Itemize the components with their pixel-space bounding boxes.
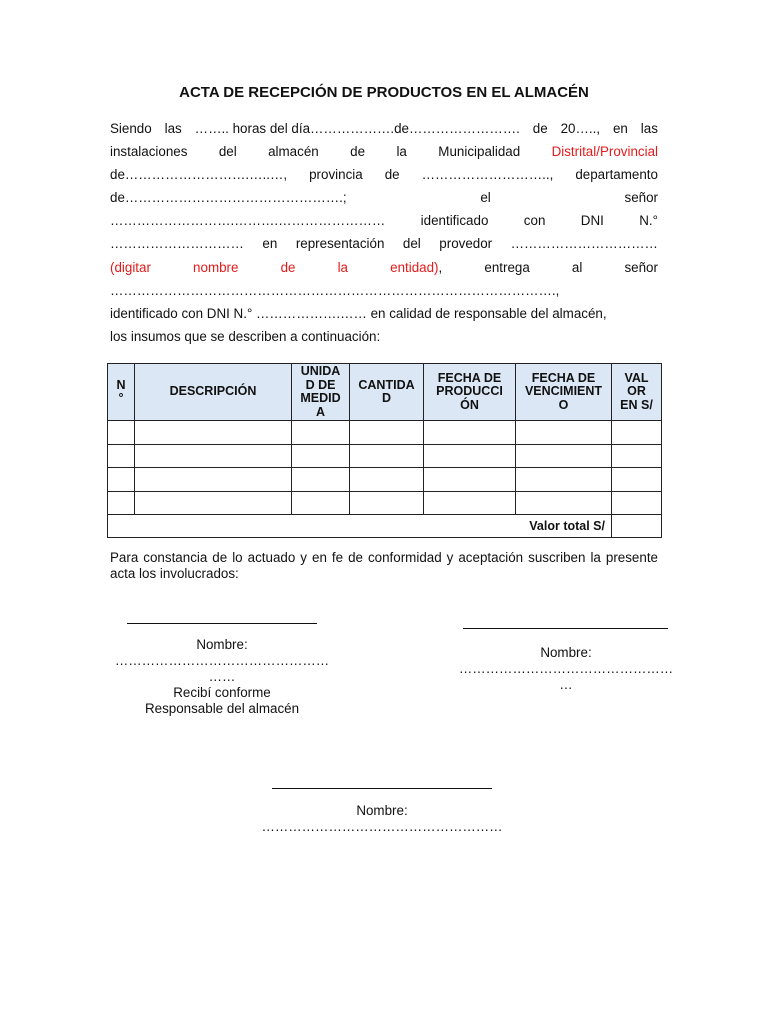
intro-word: en bbox=[612, 121, 628, 136]
right-name-label: Nombre: bbox=[540, 645, 592, 660]
intro-word: la bbox=[396, 144, 407, 160]
right-signature-line bbox=[463, 628, 668, 629]
intro-word: de bbox=[532, 121, 548, 136]
intro-line-4 bbox=[110, 186, 658, 209]
intro-word: de………………………………………….; bbox=[110, 190, 347, 206]
intro-word: provedor bbox=[439, 236, 493, 252]
intro-word: de bbox=[384, 167, 400, 183]
intro-word: N.° bbox=[639, 213, 658, 229]
intro-word: almacén bbox=[268, 144, 319, 160]
intro-line-2 bbox=[110, 140, 658, 163]
table-cell[interactable] bbox=[516, 444, 612, 468]
entity-name-placeholder: (digitar bbox=[110, 259, 151, 275]
intro-line-9 bbox=[110, 302, 658, 325]
intro-word: al bbox=[571, 259, 583, 275]
left-role-received: Recibí conforme bbox=[173, 685, 271, 700]
left-role-title: Responsable del almacén bbox=[144, 701, 300, 716]
table-cell[interactable] bbox=[424, 421, 516, 445]
entity-name-placeholder: entidad) bbox=[390, 259, 439, 275]
intro-word: , bbox=[438, 259, 443, 275]
table-cell[interactable] bbox=[108, 421, 135, 445]
table-cell[interactable] bbox=[292, 421, 350, 445]
intro-word: en bbox=[262, 236, 278, 252]
table-cell[interactable] bbox=[612, 444, 662, 468]
intro-word: Siendo bbox=[110, 121, 152, 136]
intro-word: provincia bbox=[309, 167, 363, 183]
left-name-dots: ………………………………………… bbox=[114, 653, 330, 668]
intro-paragraph bbox=[110, 117, 658, 348]
intro-word: representación bbox=[295, 236, 385, 252]
intro-line-8 bbox=[110, 279, 658, 302]
intro-line-10 bbox=[110, 325, 658, 348]
intro-word: con bbox=[523, 213, 546, 229]
bottom-signature-block bbox=[252, 803, 512, 835]
intro-word: del bbox=[402, 236, 421, 252]
intro-line-3 bbox=[110, 163, 658, 186]
intro-line-7 bbox=[110, 256, 658, 279]
table-cell[interactable] bbox=[350, 468, 424, 492]
intro-word: las bbox=[640, 121, 658, 136]
intro-word: los insumos que se describen a continuación: bbox=[110, 328, 381, 344]
intro-word: el bbox=[480, 190, 491, 206]
municipality-type-placeholder: Distrital/Provincial bbox=[551, 144, 658, 160]
table-cell[interactable] bbox=[516, 421, 612, 445]
table-row bbox=[108, 468, 662, 492]
right-name-dots: ………………………………………… bbox=[458, 661, 674, 676]
table-cell[interactable] bbox=[292, 468, 350, 492]
intro-word: identificado bbox=[420, 213, 489, 229]
total-value-cell[interactable] bbox=[612, 515, 662, 538]
col-header-expiry-date: FECHA DE VENCIMIENT O bbox=[516, 364, 612, 421]
bottom-name-dots: ……………………………………………… bbox=[261, 819, 503, 834]
table-cell[interactable] bbox=[516, 468, 612, 492]
table-row bbox=[108, 444, 662, 468]
col-header-value: VAL OR EN S/ bbox=[612, 364, 662, 421]
entity-name-placeholder: la bbox=[337, 259, 349, 275]
bottom-signature-line bbox=[272, 788, 492, 789]
table-row bbox=[108, 491, 662, 515]
table-cell[interactable] bbox=[424, 444, 516, 468]
total-label: Valor total S/ bbox=[108, 515, 612, 538]
intro-word: …….. horas del día……………….de……………………. bbox=[194, 121, 520, 136]
intro-word: DNI bbox=[580, 213, 604, 229]
table-cell[interactable] bbox=[424, 491, 516, 515]
closing-paragraph: Para constancia de lo actuado y en fe de conformidad y aceptación suscriben la presente acta los involucrados: bbox=[110, 550, 658, 581]
intro-line-1 bbox=[110, 117, 658, 140]
table-cell[interactable] bbox=[350, 444, 424, 468]
intro-word: de……………………….…..…, bbox=[110, 167, 288, 183]
table-cell[interactable] bbox=[350, 421, 424, 445]
entity-name-placeholder: nombre bbox=[193, 259, 239, 275]
intro-word: Municipalidad bbox=[438, 144, 521, 160]
intro-word: identificado con DNI N.° ……………….…… en calidad de responsable del almacén, bbox=[110, 305, 607, 321]
table-cell[interactable] bbox=[135, 421, 292, 445]
intro-line-6 bbox=[110, 232, 658, 255]
table-cell[interactable] bbox=[135, 444, 292, 468]
table-cell[interactable] bbox=[612, 468, 662, 492]
intro-word: …………………………… bbox=[510, 236, 658, 252]
table-cell[interactable] bbox=[135, 468, 292, 492]
intro-word: 20….., bbox=[560, 121, 601, 136]
entity-name-placeholder: de bbox=[280, 259, 296, 275]
table-row bbox=[108, 421, 662, 445]
col-header-number: N ° bbox=[108, 364, 135, 421]
intro-word: ……………………….., bbox=[421, 167, 554, 183]
table-header-row bbox=[108, 364, 662, 421]
table-cell[interactable] bbox=[424, 468, 516, 492]
table-cell[interactable] bbox=[292, 444, 350, 468]
intro-word: instalaciones bbox=[110, 144, 188, 160]
right-signature-block bbox=[445, 645, 687, 693]
intro-word: ………………………… bbox=[110, 236, 244, 252]
intro-line-5 bbox=[110, 209, 658, 232]
col-header-quantity: CANTIDA D bbox=[350, 364, 424, 421]
col-header-production-date: FECHA DE PRODUCCI ÓN bbox=[424, 364, 516, 421]
intro-word: entrega bbox=[484, 259, 530, 275]
left-name-dots-cont: …… bbox=[208, 669, 236, 684]
col-header-unit: UNIDA D DE MEDID A bbox=[292, 364, 350, 421]
table-cell[interactable] bbox=[108, 444, 135, 468]
table-cell[interactable] bbox=[135, 491, 292, 515]
intro-word: departamento bbox=[575, 167, 658, 183]
table-cell[interactable] bbox=[612, 421, 662, 445]
left-signature-line bbox=[127, 623, 317, 624]
table-cell[interactable] bbox=[108, 468, 135, 492]
table-cell[interactable] bbox=[350, 491, 424, 515]
document-title: ACTA DE RECEPCIÓN DE PRODUCTOS EN EL ALMACÉN bbox=[179, 84, 589, 101]
total-row bbox=[108, 515, 662, 538]
table-cell[interactable] bbox=[612, 491, 662, 515]
intro-word: las bbox=[164, 121, 182, 136]
products-table bbox=[107, 363, 662, 538]
intro-word: señor bbox=[624, 190, 658, 206]
intro-word: ………………………………………………………………………………………., bbox=[110, 282, 560, 298]
left-name-label: Nombre: bbox=[196, 637, 248, 652]
table-cell[interactable] bbox=[516, 491, 612, 515]
col-header-description: DESCRIPCIÓN bbox=[135, 364, 292, 421]
right-name-dots-cont: … bbox=[559, 677, 573, 692]
table-cell[interactable] bbox=[108, 491, 135, 515]
left-signature-block bbox=[107, 637, 337, 717]
intro-word: ……………………….……….…………………… bbox=[110, 213, 386, 229]
intro-word: del bbox=[218, 144, 237, 160]
bottom-name-label: Nombre: bbox=[356, 803, 408, 818]
table-cell[interactable] bbox=[292, 491, 350, 515]
intro-word: de bbox=[350, 144, 366, 160]
intro-word: señor bbox=[624, 259, 658, 275]
